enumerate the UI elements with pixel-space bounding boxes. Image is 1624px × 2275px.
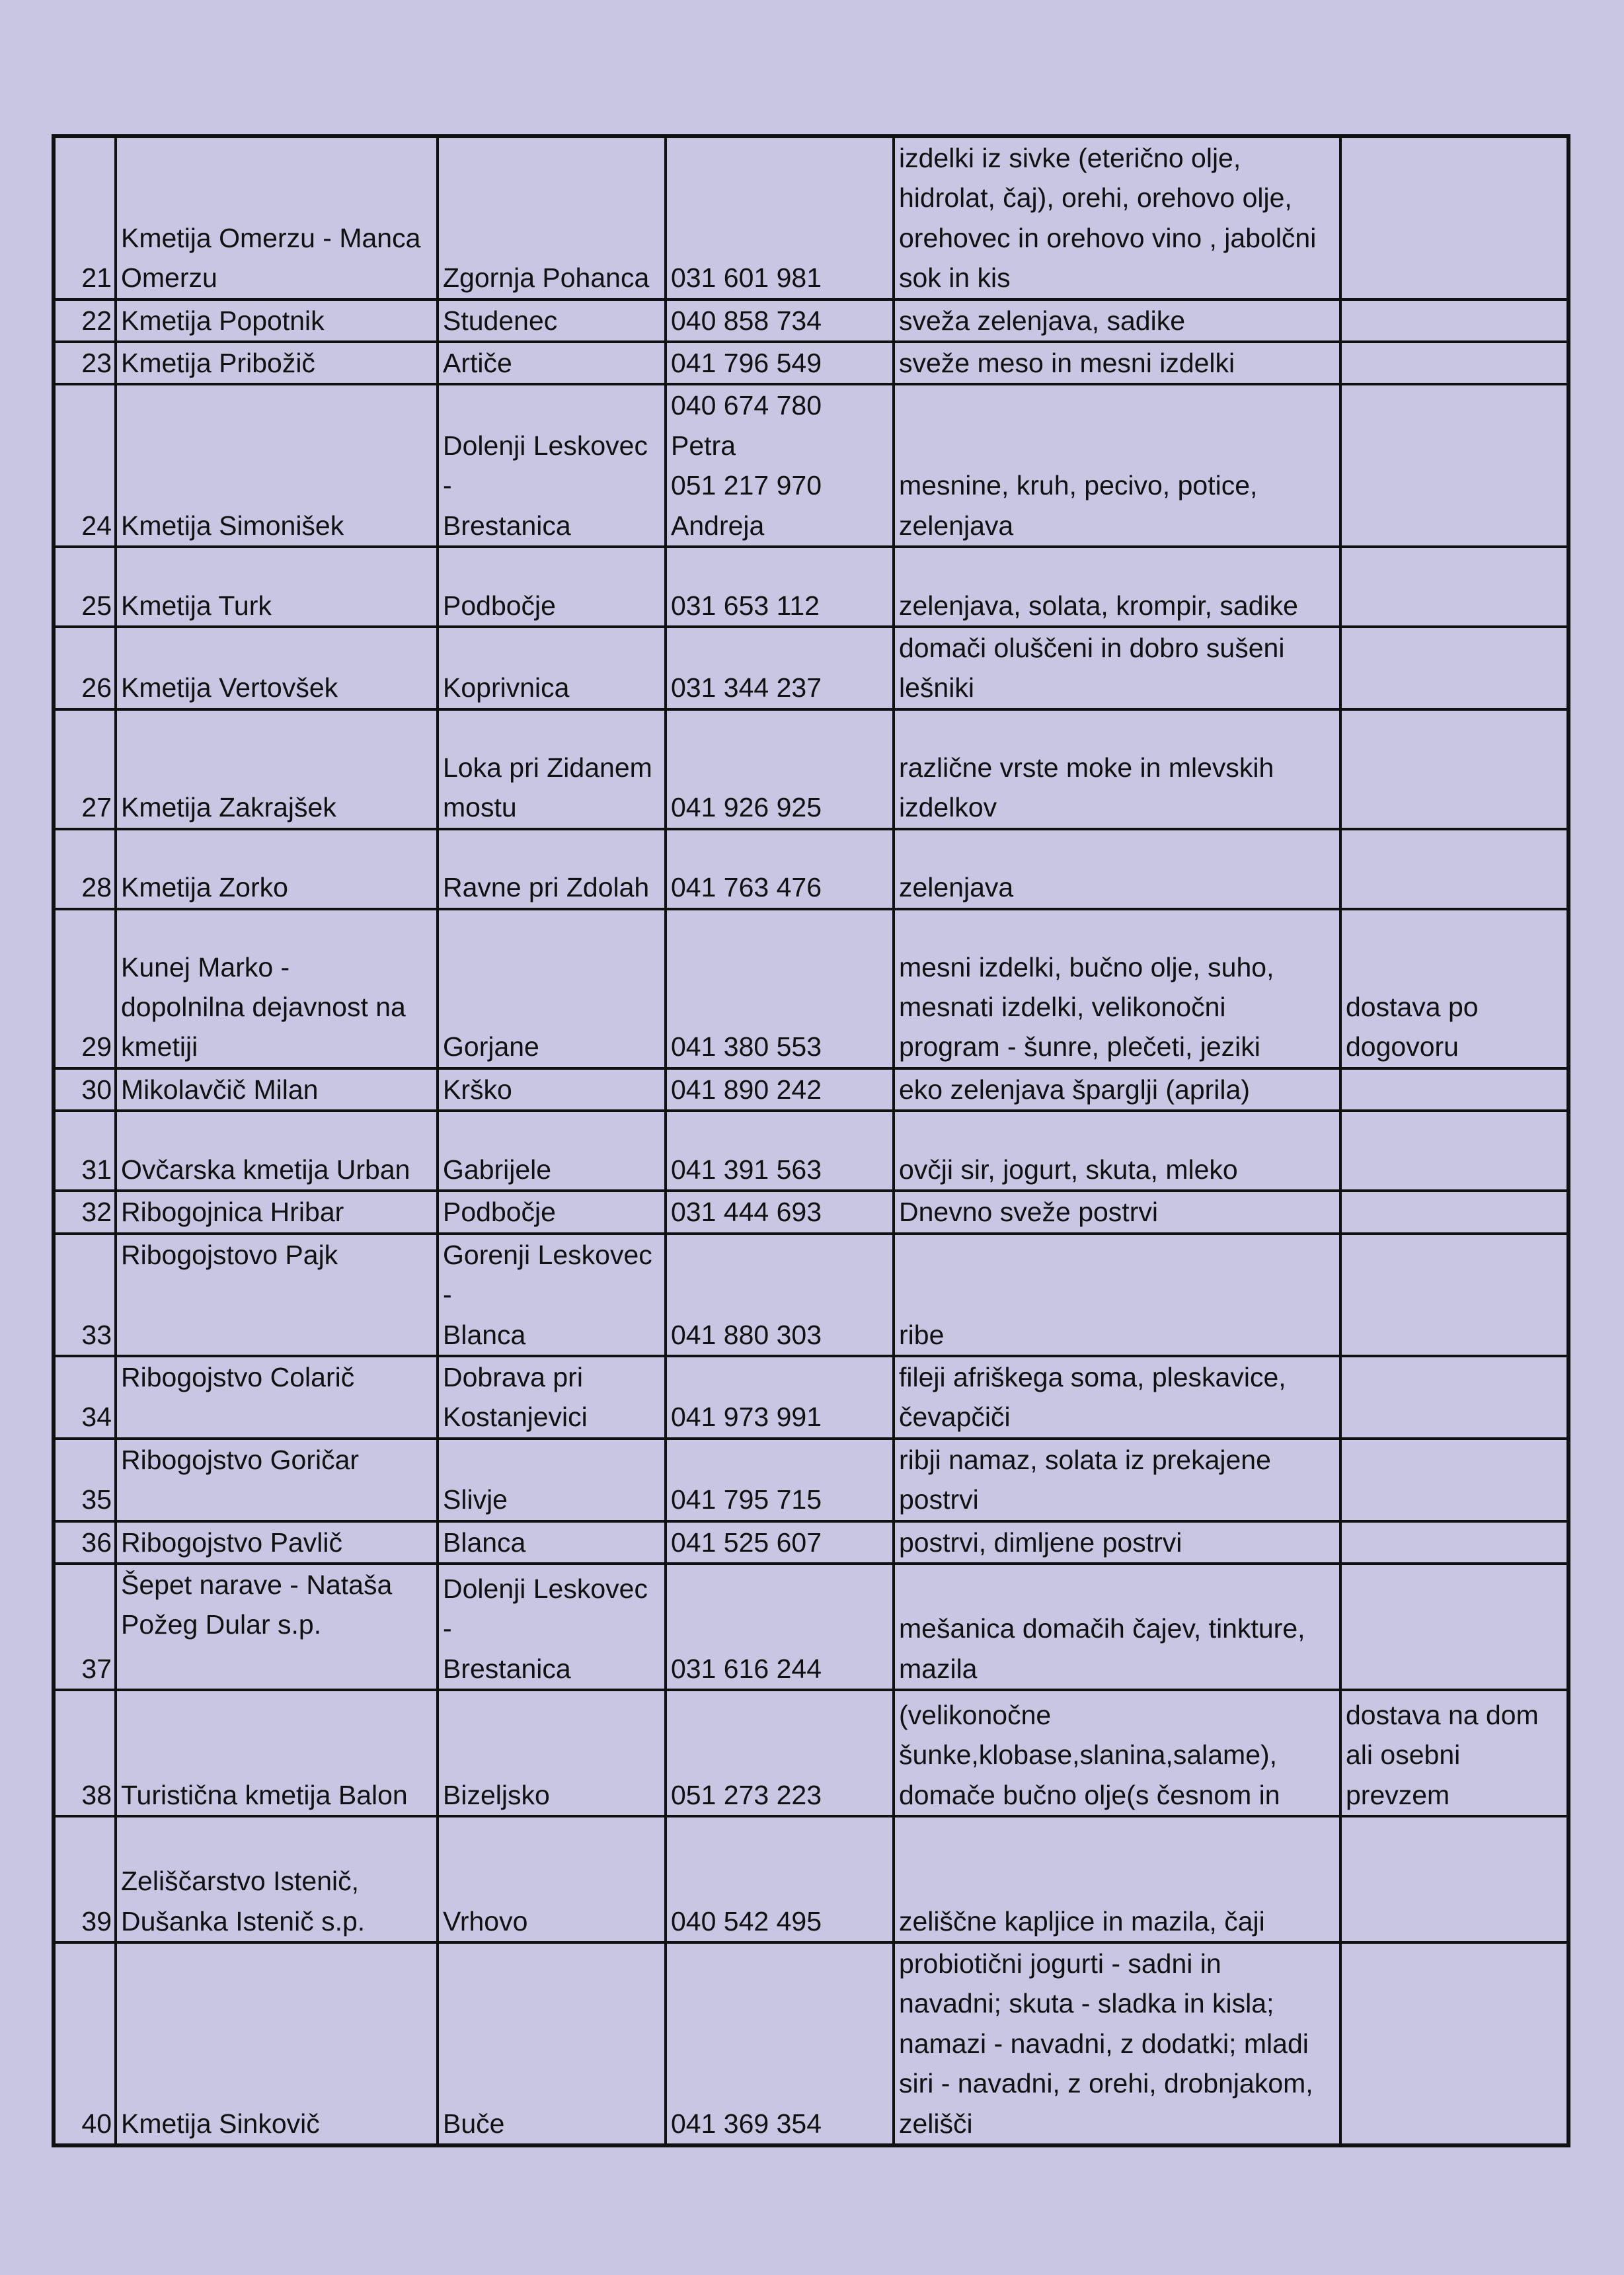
table-row bbox=[54, 384, 1568, 547]
row-number: 33 bbox=[54, 1234, 116, 1356]
producer-phone: 041 369 354 bbox=[666, 1942, 894, 2145]
producer-note bbox=[1340, 299, 1568, 342]
producer-note: dostava na dom ali osebni prevzem bbox=[1340, 1690, 1568, 1816]
producer-place: Podbočje bbox=[438, 1191, 666, 1233]
row-number: 36 bbox=[54, 1521, 116, 1564]
producer-products: ovčji sir, jogurt, skuta, mleko bbox=[894, 1111, 1340, 1191]
table-row bbox=[54, 909, 1568, 1068]
producer-place: Loka pri Zidanem mostu bbox=[438, 709, 666, 829]
producer-phone: 031 616 244 bbox=[666, 1564, 894, 1690]
producer-products: ribe bbox=[894, 1234, 1340, 1356]
producer-place: Artiče bbox=[438, 342, 666, 384]
producer-phone: 051 273 223 bbox=[666, 1690, 894, 1816]
producer-products: mesnine, kruh, pecivo, potice, zelenjava bbox=[894, 384, 1340, 547]
producer-phone: 031 444 693 bbox=[666, 1191, 894, 1233]
row-number: 29 bbox=[54, 909, 116, 1068]
producer-place: Blanca bbox=[438, 1521, 666, 1564]
producer-place: Ravne pri Zdolah bbox=[438, 829, 666, 909]
producer-place: Studenec bbox=[438, 299, 666, 342]
table-row bbox=[54, 1690, 1568, 1816]
producer-name: Mikolavčič Milan bbox=[116, 1068, 438, 1111]
producer-phone: 031 653 112 bbox=[666, 547, 894, 627]
producer-note bbox=[1340, 342, 1568, 384]
table-row bbox=[54, 1816, 1568, 1942]
producer-place: Gorjane bbox=[438, 909, 666, 1068]
row-number: 35 bbox=[54, 1439, 116, 1521]
row-number: 28 bbox=[54, 829, 116, 909]
producer-products: (velikonočne šunke,klobase,slanina,salame), domače bučno olje(s česnom in bbox=[894, 1690, 1340, 1816]
producer-products: domači oluščeni in dobro sušeni lešniki bbox=[894, 627, 1340, 709]
producer-name: Kmetija Popotnik bbox=[116, 299, 438, 342]
producer-note bbox=[1340, 1564, 1568, 1690]
producer-phone: 041 763 476 bbox=[666, 829, 894, 909]
producer-note bbox=[1340, 547, 1568, 627]
row-number: 25 bbox=[54, 547, 116, 627]
producer-products: izdelki iz sivke (eterično olje, hidrolat, čaj), orehi, orehovo olje, orehovec in orehovo vino , jabolčni sok in kis bbox=[894, 136, 1340, 299]
table-row bbox=[54, 299, 1568, 342]
row-number: 34 bbox=[54, 1356, 116, 1439]
producer-name: Kmetija Simonišek bbox=[116, 384, 438, 547]
producer-place: Bizeljsko bbox=[438, 1690, 666, 1816]
producer-place: Koprivnica bbox=[438, 627, 666, 709]
producer-place: Podbočje bbox=[438, 547, 666, 627]
producer-name: Kmetija Zakrajšek bbox=[116, 709, 438, 829]
producer-note: dostava po dogovoru bbox=[1340, 909, 1568, 1068]
producer-name: Zeliščarstvo Istenič, Dušanka Istenič s.p. bbox=[116, 1816, 438, 1942]
producer-place: Dolenji Leskovec - Brestanica bbox=[438, 1564, 666, 1690]
producer-note bbox=[1340, 1439, 1568, 1521]
producer-phone: 041 890 242 bbox=[666, 1068, 894, 1111]
producer-products: postrvi, dimljene postrvi bbox=[894, 1521, 1340, 1564]
table-row bbox=[54, 547, 1568, 627]
table-row bbox=[54, 1564, 1568, 1690]
producer-name: Ovčarska kmetija Urban bbox=[116, 1111, 438, 1191]
producer-name: Ribogojstvo Pavlič bbox=[116, 1521, 438, 1564]
producer-place: Dobrava pri Kostanjevici bbox=[438, 1356, 666, 1439]
row-number: 38 bbox=[54, 1690, 116, 1816]
producer-phone: 041 525 607 bbox=[666, 1521, 894, 1564]
row-number: 31 bbox=[54, 1111, 116, 1191]
producer-phone: 041 391 563 bbox=[666, 1111, 894, 1191]
producer-phone: 041 795 715 bbox=[666, 1439, 894, 1521]
producer-products: mesni izdelki, bučno olje, suho, mesnati izdelki, velikonočni program - šunre, plečeti, jeziki bbox=[894, 909, 1340, 1068]
table-row bbox=[54, 1068, 1568, 1111]
producer-note bbox=[1340, 136, 1568, 299]
producer-note bbox=[1340, 829, 1568, 909]
row-number: 37 bbox=[54, 1564, 116, 1690]
producer-note bbox=[1340, 1234, 1568, 1356]
producer-phone: 041 380 553 bbox=[666, 909, 894, 1068]
producer-products: ribji namaz, solata iz prekajene postrvi bbox=[894, 1439, 1340, 1521]
producer-note bbox=[1340, 627, 1568, 709]
row-number: 23 bbox=[54, 342, 116, 384]
producer-name: Kmetija Omerzu - Manca Omerzu bbox=[116, 136, 438, 299]
producer-phone: 041 973 991 bbox=[666, 1356, 894, 1439]
producer-name: Kmetija Pribožič bbox=[116, 342, 438, 384]
producer-products: Dnevno sveže postrvi bbox=[894, 1191, 1340, 1233]
table-row bbox=[54, 1111, 1568, 1191]
row-number: 27 bbox=[54, 709, 116, 829]
table-row bbox=[54, 342, 1568, 384]
producer-place: Dolenji Leskovec - Brestanica bbox=[438, 384, 666, 547]
producer-name: Kmetija Turk bbox=[116, 547, 438, 627]
producer-products: različne vrste moke in mlevskih izdelkov bbox=[894, 709, 1340, 829]
producer-place: Zgornja Pohanca bbox=[438, 136, 666, 299]
producer-phone: 031 344 237 bbox=[666, 627, 894, 709]
producer-name: Ribogojstovo Pajk bbox=[116, 1234, 438, 1356]
producer-place: Slivje bbox=[438, 1439, 666, 1521]
table-row bbox=[54, 1942, 1568, 2145]
producer-name: Kmetija Vertovšek bbox=[116, 627, 438, 709]
table-row bbox=[54, 1439, 1568, 1521]
producer-place: Krško bbox=[438, 1068, 666, 1111]
producer-name: Šepet narave - Nataša Požeg Dular s.p. bbox=[116, 1564, 438, 1690]
row-number: 21 bbox=[54, 136, 116, 299]
producer-phone: 040 674 780 Petra 051 217 970 Andreja bbox=[666, 384, 894, 547]
row-number: 22 bbox=[54, 299, 116, 342]
producer-name: Turistična kmetija Balon bbox=[116, 1690, 438, 1816]
producer-products: mešanica domačih čajev, tinkture, mazila bbox=[894, 1564, 1340, 1690]
producer-products: sveže meso in mesni izdelki bbox=[894, 342, 1340, 384]
producer-note bbox=[1340, 1942, 1568, 2145]
producer-name: Kmetija Zorko bbox=[116, 829, 438, 909]
table-row bbox=[54, 136, 1568, 299]
producer-phone: 041 796 549 bbox=[666, 342, 894, 384]
producer-note bbox=[1340, 1816, 1568, 1942]
producer-products: zelenjava, solata, krompir, sadike bbox=[894, 547, 1340, 627]
producer-name: Kmetija Sinkovič bbox=[116, 1942, 438, 2145]
producer-note bbox=[1340, 709, 1568, 829]
producer-products: zeliščne kapljice in mazila, čaji bbox=[894, 1816, 1340, 1942]
producer-name: Ribogojstvo Colarič bbox=[116, 1356, 438, 1439]
producer-note bbox=[1340, 1068, 1568, 1111]
table-row bbox=[54, 1234, 1568, 1356]
producer-phone: 041 880 303 bbox=[666, 1234, 894, 1356]
producer-place: Buče bbox=[438, 1942, 666, 2145]
producer-note bbox=[1340, 1111, 1568, 1191]
producer-name: Kunej Marko - dopolnilna dejavnost na kmetiji bbox=[116, 909, 438, 1068]
producer-phone: 041 926 925 bbox=[666, 709, 894, 829]
producers-table bbox=[52, 134, 1570, 2147]
producer-name: Ribogojnica Hribar bbox=[116, 1191, 438, 1233]
producer-note bbox=[1340, 384, 1568, 547]
table-row bbox=[54, 1191, 1568, 1233]
producer-products: zelenjava bbox=[894, 829, 1340, 909]
table-row bbox=[54, 709, 1568, 829]
row-number: 40 bbox=[54, 1942, 116, 2145]
producer-name: Ribogojstvo Goričar bbox=[116, 1439, 438, 1521]
producer-place: Gorenji Leskovec - Blanca bbox=[438, 1234, 666, 1356]
row-number: 24 bbox=[54, 384, 116, 547]
row-number: 39 bbox=[54, 1816, 116, 1942]
table-row bbox=[54, 1356, 1568, 1439]
producer-note bbox=[1340, 1356, 1568, 1439]
producer-products: fileji afriškega soma, pleskavice, čevapčiči bbox=[894, 1356, 1340, 1439]
producer-products: probiotični jogurti - sadni in navadni; skuta - sladka in kisla; namazi - navadni, z dodatki; mladi siri - navadni, z orehi, drobnjakom, zelišči bbox=[894, 1942, 1340, 2145]
producer-note bbox=[1340, 1191, 1568, 1233]
producer-products: sveža zelenjava, sadike bbox=[894, 299, 1340, 342]
producer-note bbox=[1340, 1521, 1568, 1564]
table-row bbox=[54, 1521, 1568, 1564]
producer-products: eko zelenjava šparglji (aprila) bbox=[894, 1068, 1340, 1111]
table-row bbox=[54, 627, 1568, 709]
row-number: 30 bbox=[54, 1068, 116, 1111]
producer-phone: 040 542 495 bbox=[666, 1816, 894, 1942]
row-number: 32 bbox=[54, 1191, 116, 1233]
table-row bbox=[54, 829, 1568, 909]
row-number: 26 bbox=[54, 627, 116, 709]
producer-place: Gabrijele bbox=[438, 1111, 666, 1191]
producer-place: Vrhovo bbox=[438, 1816, 666, 1942]
producer-phone: 031 601 981 bbox=[666, 136, 894, 299]
producer-phone: 040 858 734 bbox=[666, 299, 894, 342]
